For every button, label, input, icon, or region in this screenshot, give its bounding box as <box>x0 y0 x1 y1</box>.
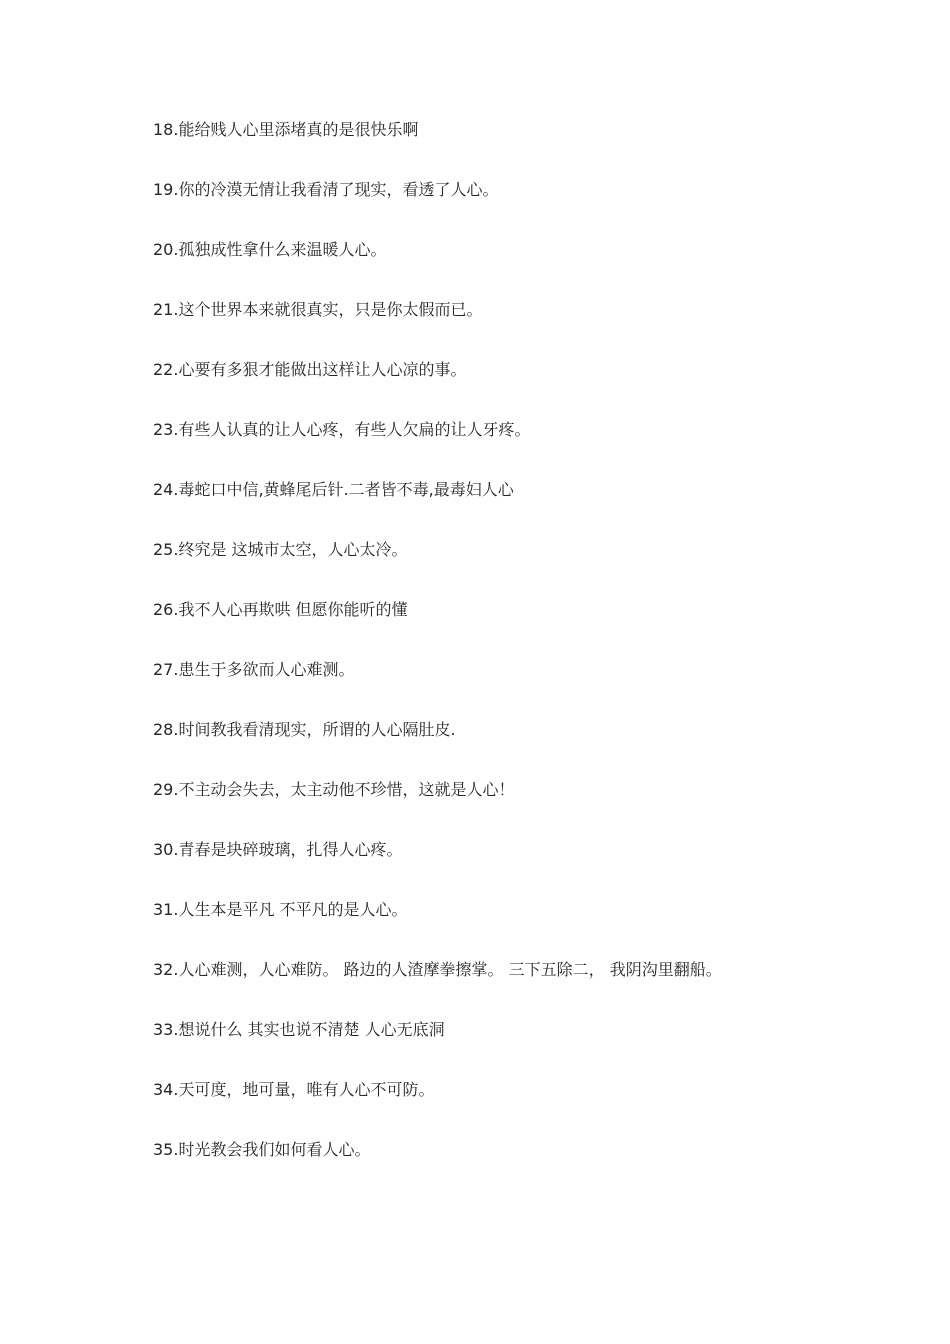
list-item: 30.青春是块碎玻璃，扎得人心疼。 <box>153 840 403 859</box>
list-item: 28.时间教我看清现实，所谓的人心隔肚皮. <box>153 720 456 739</box>
list-item: 19.你的冷漠无情让我看清了现实，看透了人心。 <box>153 180 499 199</box>
list-item: 31.人生本是平凡 不平凡的是人心。 <box>153 900 408 919</box>
list-item: 29.不主动会失去，太主动他不珍惜，这就是人心！ <box>153 780 515 799</box>
list-item: 20.孤独成性拿什么来温暖人心。 <box>153 240 387 259</box>
list-item: 35.时光教会我们如何看人心。 <box>153 1140 371 1159</box>
list-item: 21.这个世界本来就很真实，只是你太假而已。 <box>153 300 483 319</box>
list-item: 23.有些人认真的让人心疼，有些人欠扁的让人牙疼。 <box>153 420 531 439</box>
list-item: 34.天可度，地可量，唯有人心不可防。 <box>153 1080 435 1099</box>
list-item: 24.毒蛇口中信,黄蜂尾后针.二者皆不毒,最毒妇人心 <box>153 480 514 499</box>
quote-list <box>153 118 722 1198</box>
list-item: 22.心要有多狠才能做出这样让人心凉的事。 <box>153 360 467 379</box>
list-item: 27.患生于多欲而人心难测。 <box>153 660 355 679</box>
list-item: 26.我不人心再欺哄 但愿你能听的懂 <box>153 600 408 619</box>
list-item: 18.能给贱人心里添堵真的是很快乐啊 <box>153 120 419 139</box>
list-item: 32.人心难测，人心难防。 路边的人渣摩拳擦掌。 三下五除二， 我阴沟里翻船。 <box>153 960 722 979</box>
list-item: 33.想说什么 其实也说不清楚 人心无底洞 <box>153 1020 445 1039</box>
list-item: 25.终究是 这城市太空，人心太冷。 <box>153 540 408 559</box>
